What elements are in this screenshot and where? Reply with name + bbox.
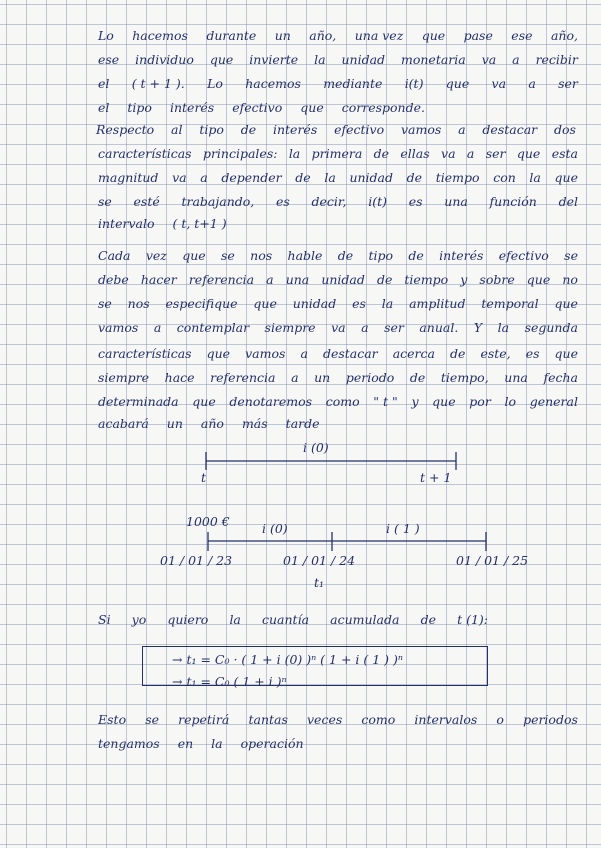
word: una bbox=[285, 272, 310, 287]
word: primera bbox=[311, 146, 363, 161]
word: es bbox=[525, 346, 540, 361]
text-line bbox=[98, 710, 578, 730]
word: unidad bbox=[349, 170, 393, 185]
word: a bbox=[528, 76, 536, 91]
word: interés bbox=[272, 122, 318, 137]
word: de bbox=[337, 248, 354, 263]
word: que bbox=[516, 146, 541, 161]
word: nos bbox=[250, 248, 273, 263]
word: Lo bbox=[98, 28, 114, 43]
word: pase bbox=[463, 28, 493, 43]
word: más bbox=[241, 416, 268, 431]
word: como bbox=[325, 394, 360, 409]
word: de bbox=[376, 272, 393, 287]
word: operación bbox=[240, 736, 304, 751]
word: que bbox=[192, 394, 216, 409]
word: unidad bbox=[321, 272, 365, 287]
word: intervalo bbox=[98, 216, 155, 231]
timeline-2-rate0-label: i (0) bbox=[262, 521, 288, 536]
word: trabajando, bbox=[181, 194, 255, 209]
word: que bbox=[445, 76, 470, 91]
word: va bbox=[481, 52, 497, 67]
word: por bbox=[469, 394, 491, 409]
word: a bbox=[300, 346, 308, 361]
timeline-2-date0: 01 / 01 / 23 bbox=[160, 553, 233, 568]
word: cuantía bbox=[262, 612, 310, 627]
word: una bbox=[504, 370, 528, 385]
word: se bbox=[221, 248, 235, 263]
word: hable bbox=[287, 248, 323, 263]
word: y bbox=[460, 272, 468, 287]
word: al bbox=[171, 122, 183, 137]
word: tipo bbox=[199, 122, 224, 137]
word: el bbox=[98, 76, 110, 91]
word: y bbox=[411, 394, 419, 409]
word: tiempo bbox=[404, 272, 449, 287]
word: de bbox=[406, 170, 423, 185]
word: ser bbox=[558, 76, 578, 91]
word: recibir bbox=[535, 52, 578, 67]
word: a bbox=[512, 52, 520, 67]
word: que bbox=[554, 346, 578, 361]
word: que bbox=[432, 394, 456, 409]
word: " t " bbox=[373, 394, 398, 409]
word: tiempo bbox=[435, 170, 480, 185]
word: efectivo bbox=[232, 100, 283, 115]
word: que bbox=[300, 100, 324, 115]
word: la bbox=[211, 736, 223, 751]
word: se bbox=[564, 248, 578, 263]
word: función bbox=[489, 194, 537, 209]
word: de bbox=[373, 146, 390, 161]
word: especifique bbox=[165, 296, 238, 311]
word: como bbox=[361, 712, 396, 727]
word: con bbox=[493, 170, 516, 185]
word: que bbox=[421, 28, 446, 43]
timeline-2-capital-label: 1000 € bbox=[186, 514, 230, 529]
word: ese bbox=[98, 52, 120, 67]
word: vamos bbox=[245, 346, 286, 361]
word: principales: bbox=[202, 146, 278, 161]
word: segunda bbox=[524, 320, 578, 335]
word: tarde bbox=[285, 416, 320, 431]
word: a bbox=[466, 146, 475, 161]
word: la bbox=[324, 170, 336, 185]
word: es bbox=[352, 296, 366, 311]
word: tantas bbox=[248, 712, 288, 727]
word: destacar bbox=[322, 346, 378, 361]
word: del bbox=[558, 194, 578, 209]
word: un bbox=[166, 416, 183, 431]
word: unidad bbox=[341, 52, 386, 67]
word: hace bbox=[164, 370, 195, 385]
word: temporal bbox=[481, 296, 539, 311]
word: año bbox=[200, 416, 224, 431]
word: esté bbox=[133, 194, 160, 209]
word: el bbox=[98, 100, 110, 115]
word: monetaria bbox=[401, 52, 466, 67]
word: ( t, t+1 ) bbox=[172, 216, 227, 231]
formula-line-1: → t₁ = C₀ · ( 1 + i (0) )ⁿ ( 1 + i ( 1 ) )ⁿ bbox=[172, 652, 403, 667]
word: que bbox=[209, 52, 234, 67]
word: repetirá bbox=[178, 712, 230, 727]
word: año, bbox=[550, 28, 578, 43]
word: Respecto bbox=[96, 122, 155, 137]
word: unidad bbox=[292, 296, 337, 311]
word: corresponde. bbox=[341, 100, 425, 115]
word: veces bbox=[307, 712, 343, 727]
word: a bbox=[361, 320, 369, 335]
word: de bbox=[420, 612, 436, 627]
word: referencia bbox=[188, 272, 255, 287]
timeline-1-end-label: t + 1 bbox=[420, 470, 452, 485]
word: general bbox=[529, 394, 578, 409]
word: vamos bbox=[98, 320, 139, 335]
word: año, bbox=[309, 28, 337, 43]
word: contemplar bbox=[176, 320, 250, 335]
word: que bbox=[554, 170, 578, 185]
word: se bbox=[145, 712, 160, 727]
word: efectivo bbox=[498, 248, 549, 263]
word: ser bbox=[384, 320, 404, 335]
word: que bbox=[526, 272, 551, 287]
word: ( t + 1 ). bbox=[131, 76, 185, 91]
word: efectivo bbox=[334, 122, 385, 137]
word: Esto bbox=[98, 712, 127, 727]
word: amplitud bbox=[409, 296, 466, 311]
word: características bbox=[98, 146, 192, 161]
word: en bbox=[177, 736, 194, 751]
word: una vez bbox=[354, 28, 404, 43]
word: nos bbox=[127, 296, 150, 311]
word: denotaremos bbox=[229, 394, 313, 409]
question-line bbox=[98, 610, 488, 630]
word: de bbox=[450, 346, 466, 361]
word: de bbox=[408, 248, 424, 263]
timeline-2-rate1-label: i ( 1 ) bbox=[386, 521, 420, 536]
word: ser bbox=[485, 146, 506, 161]
text-line bbox=[98, 734, 578, 754]
word: este, bbox=[480, 346, 511, 361]
word: la bbox=[497, 320, 510, 335]
word: siempre bbox=[98, 370, 150, 385]
word: la bbox=[529, 170, 541, 185]
word: t (1): bbox=[457, 612, 488, 627]
word: de bbox=[240, 122, 257, 137]
timeline-2-t1-label: t₁ bbox=[314, 575, 325, 590]
word: de bbox=[409, 370, 426, 385]
word: sobre bbox=[479, 272, 515, 287]
word: tengamos bbox=[98, 736, 160, 751]
word: ese bbox=[511, 28, 533, 43]
word: quiero bbox=[167, 612, 209, 627]
word: i(t) bbox=[404, 76, 424, 91]
word: la bbox=[288, 146, 301, 161]
word: la bbox=[381, 296, 394, 311]
word: que bbox=[253, 296, 277, 311]
word: a bbox=[153, 320, 162, 335]
word: características bbox=[98, 346, 192, 361]
word: Y bbox=[473, 320, 483, 335]
word: es bbox=[276, 194, 290, 209]
word: durante bbox=[206, 28, 257, 43]
word: debe bbox=[98, 272, 129, 287]
word: un bbox=[314, 370, 331, 385]
word: vamos bbox=[400, 122, 442, 137]
word: va bbox=[331, 320, 346, 335]
word: hacer bbox=[140, 272, 177, 287]
word: anual. bbox=[419, 320, 459, 335]
word: Si bbox=[98, 612, 111, 627]
word: de bbox=[295, 170, 311, 185]
word: determinada bbox=[98, 394, 179, 409]
word: va bbox=[441, 146, 456, 161]
timeline-1-start-label: t bbox=[201, 470, 207, 485]
word: dos bbox=[553, 122, 576, 137]
timeline-2-date1: 01 / 01 / 24 bbox=[283, 553, 356, 568]
word: interés bbox=[169, 100, 215, 115]
formula-line-2: → t₁ = C₀ ( 1 + i )ⁿ bbox=[172, 674, 287, 689]
word: una bbox=[444, 194, 468, 209]
word: tipo bbox=[127, 100, 152, 115]
word: tiempo, bbox=[440, 370, 489, 385]
word: mediante bbox=[323, 76, 383, 91]
word: o bbox=[496, 712, 504, 727]
timeline-2-date2: 01 / 01 / 25 bbox=[456, 553, 529, 568]
word: va bbox=[491, 76, 507, 91]
word: tipo bbox=[368, 248, 394, 263]
word: Lo bbox=[207, 76, 223, 91]
word: va bbox=[172, 170, 187, 185]
word: que bbox=[206, 346, 231, 361]
word: no bbox=[562, 272, 578, 287]
timeline-1-rate-label: i (0) bbox=[303, 440, 329, 455]
word: esta bbox=[551, 146, 578, 161]
word: acabará bbox=[98, 416, 149, 431]
word: a bbox=[291, 370, 299, 385]
word: a bbox=[266, 272, 274, 287]
word: acerca bbox=[392, 346, 435, 361]
word: fecha bbox=[543, 370, 578, 385]
word: destacar bbox=[482, 122, 538, 137]
word: acumulada bbox=[330, 612, 400, 627]
word: que bbox=[182, 248, 206, 263]
word: individuo bbox=[135, 52, 194, 67]
word: se bbox=[98, 296, 112, 311]
word: es bbox=[408, 194, 423, 209]
word: periodo bbox=[345, 370, 395, 385]
word: yo bbox=[131, 612, 147, 627]
word: Cada bbox=[98, 248, 131, 263]
word: siempre bbox=[264, 320, 316, 335]
word: referencia bbox=[210, 370, 276, 385]
word: invierte bbox=[249, 52, 299, 67]
word: lo bbox=[504, 394, 517, 409]
word: se bbox=[98, 194, 112, 209]
word: hacemos bbox=[132, 28, 188, 43]
word: la bbox=[314, 52, 326, 67]
word: ellas bbox=[400, 146, 430, 161]
word: decir, bbox=[311, 194, 347, 209]
word: i(t) bbox=[368, 194, 388, 209]
word: intervalos bbox=[414, 712, 478, 727]
word: magnitud bbox=[98, 170, 159, 185]
word: depender bbox=[221, 170, 282, 185]
word: a bbox=[200, 170, 208, 185]
word: hacemos bbox=[245, 76, 301, 91]
word: que bbox=[554, 296, 578, 311]
word: la bbox=[229, 612, 241, 627]
word: vez bbox=[145, 248, 167, 263]
word: interés bbox=[439, 248, 484, 263]
word: periodos bbox=[523, 712, 578, 727]
word: un bbox=[274, 28, 291, 43]
word: a bbox=[458, 122, 466, 137]
